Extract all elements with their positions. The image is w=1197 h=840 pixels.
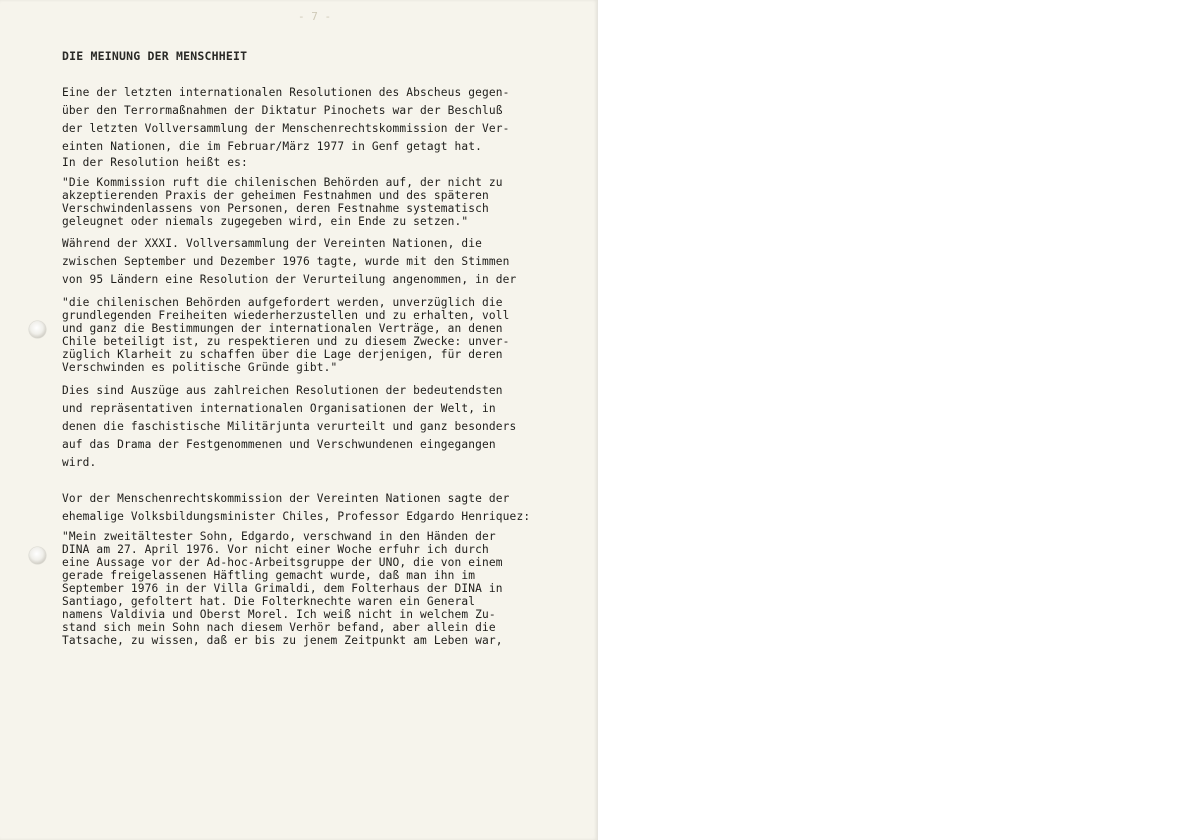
text-line: ehemalige Volksbildungsminister Chiles, Professor Edgardo Henriquez: xyxy=(62,510,531,523)
quote-line: geleugnet oder niemals zugegeben wird, ein Ende zu setzen." xyxy=(62,215,469,228)
text-line: Eine der letzten internationalen Resolutionen des Abscheus gegen- xyxy=(62,86,510,99)
quote-line: Chile beteiligt ist, zu respektieren und zu diesem Zwecke: unver- xyxy=(62,335,510,348)
quote-line: Verschwinden es politische Gründe gibt." xyxy=(62,361,338,374)
quote-line: namens Valdivia und Oberst Morel. Ich weiß nicht in welchem Zu- xyxy=(62,608,496,621)
paragraph-3 xyxy=(62,382,562,472)
quote-line: Santiago, gefoltert hat. Die Folterknechte waren ein General xyxy=(62,595,476,608)
quote-line: und ganz die Bestimmungen der internationalen Verträge, an denen xyxy=(62,322,503,335)
paragraph-4 xyxy=(62,490,562,526)
quote-3 xyxy=(62,530,562,647)
text-line: Dies sind Auszüge aus zahlreichen Resolutionen der bedeutendsten xyxy=(62,384,503,397)
paragraph-2 xyxy=(62,235,562,289)
quote-line: eine Aussage vor der Ad-hoc-Arbeitsgruppe der UNO, die von einem xyxy=(62,556,503,569)
text-line: über den Terrormaßnahmen der Diktatur Pinochets war der Beschluß xyxy=(62,104,503,117)
quote-line: grundlegenden Freiheiten wiederherzustellen und zu erhalten, voll xyxy=(62,309,510,322)
page-number: - 7 - xyxy=(298,10,332,23)
quote-line: Tatsache, zu wissen, daß er bis zu jenem Zeitpunkt am Leben war, xyxy=(62,634,503,647)
quote-line: "Die Kommission ruft die chilenischen Behörden auf, der nicht zu xyxy=(62,176,503,189)
quote-line: akzeptierenden Praxis der geheimen Festnahmen und des späteren xyxy=(62,189,489,202)
text-line: einten Nationen, die im Februar/März 1977 in Genf getagt hat. xyxy=(62,140,483,153)
text-line: In der Resolution heißt es: xyxy=(62,156,248,169)
text-line: Während der XXXI. Vollversammlung der Vereinten Nationen, die xyxy=(62,237,483,250)
punch-hole-bottom xyxy=(29,547,46,564)
punch-hole-top xyxy=(29,321,46,338)
quote-line: gerade freigelassenen Häftling gemacht wurde, daß man ihn im xyxy=(62,569,476,582)
text-line: wird. xyxy=(62,456,97,469)
quote-line: September 1976 in der Villa Grimaldi, dem Folterhaus der DINA in xyxy=(62,582,503,595)
text-line: und repräsentativen internationalen Organisationen der Welt, in xyxy=(62,402,496,415)
quote-2 xyxy=(62,296,562,374)
text-line: auf das Drama der Festgenommenen und Verschwundenen eingegangen xyxy=(62,438,496,451)
paragraph-1 xyxy=(62,84,562,170)
quote-line: Verschwindenlassens von Personen, deren Festnahme systematisch xyxy=(62,202,489,215)
document-page xyxy=(0,0,598,840)
text-line: der letzten Vollversammlung der Menschenrechtskommission der Ver- xyxy=(62,122,510,135)
text-line: von 95 Ländern eine Resolution der Verurteilung angenommen, in der xyxy=(62,273,517,286)
quote-1 xyxy=(62,176,562,228)
section-title: DIE MEINUNG DER MENSCHHEIT xyxy=(62,49,248,63)
text-line: denen die faschistische Militärjunta verurteilt und ganz besonders xyxy=(62,420,517,433)
quote-line: züglich Klarheit zu schaffen über die Lage derjenigen, für deren xyxy=(62,348,503,361)
quote-line: "die chilenischen Behörden aufgefordert werden, unverzüglich die xyxy=(62,296,503,309)
text-line: Vor der Menschenrechtskommission der Vereinten Nationen sagte der xyxy=(62,492,510,505)
quote-line: "Mein zweitältester Sohn, Edgardo, verschwand in den Händen der xyxy=(62,530,496,543)
quote-line: DINA am 27. April 1976. Vor nicht einer Woche erfuhr ich durch xyxy=(62,543,489,556)
quote-line: stand sich mein Sohn nach diesem Verhör befand, aber allein die xyxy=(62,621,496,634)
text-line: zwischen September und Dezember 1976 tagte, wurde mit den Stimmen xyxy=(62,255,510,268)
